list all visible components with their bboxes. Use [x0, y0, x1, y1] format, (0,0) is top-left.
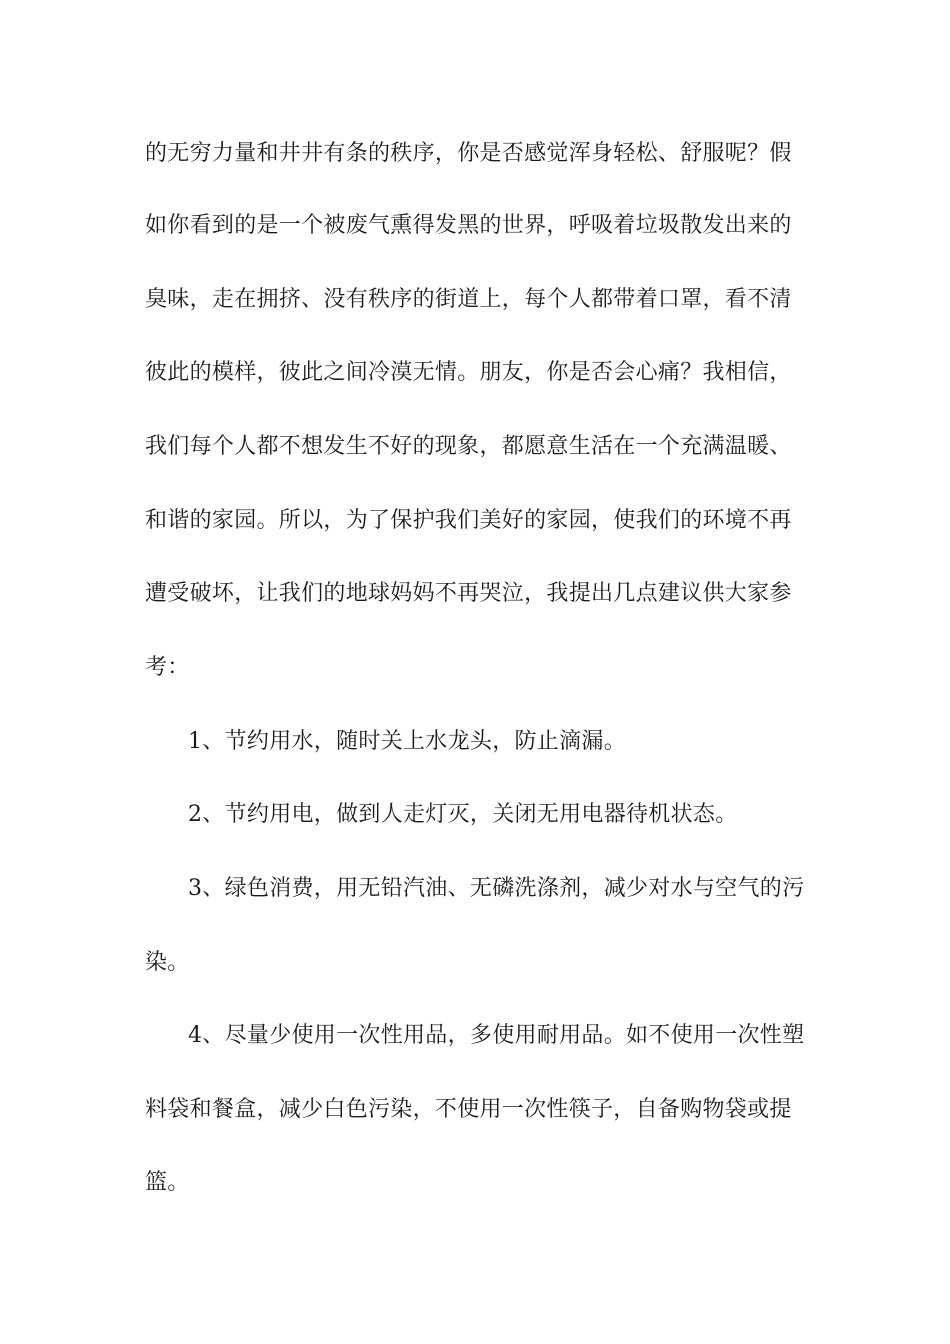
- list-item-3-continuation: 染。: [145, 950, 190, 975]
- list-item-4: 4、尽量少使用一次性用品，多使用耐用品。如不使用一次性塑: [188, 1023, 805, 1048]
- paragraph-line: 我们每个人都不想发生不好的现象，都愿意生活在一个充满温暖、: [145, 434, 792, 459]
- paragraph-line: 臭味，走在拥挤、没有秩序的街道上，每个人都带着口罩，看不清: [145, 287, 792, 312]
- list-item-4-continuation: 料袋和餐盒，减少白色污染，不使用一次性筷子，自备购物袋或提: [145, 1097, 792, 1122]
- list-item-3: 3、绿色消费，用无铅汽油、无磷洗涤剂，减少对水与空气的污: [188, 876, 805, 901]
- paragraph-line: 和谐的家园。所以，为了保护我们美好的家园，使我们的环境不再: [145, 508, 792, 533]
- list-item-2: 2、节约用电，做到人走灯灭，关闭无用电器待机状态。: [188, 802, 738, 827]
- list-item-4-continuation: 篮。: [145, 1170, 190, 1195]
- paragraph-line: 考：: [145, 655, 190, 680]
- paragraph-line: 如你看到的是一个被废气熏得发黑的世界，呼吸着垃圾散发出来的: [145, 213, 792, 238]
- paragraph-line: 彼此的模样，彼此之间冷漠无情。朋友，你是否会心痛？我相信，: [145, 360, 792, 385]
- paragraph-line: 的无穷力量和井井有条的秩序，你是否感觉浑身轻松、舒服呢？假: [145, 141, 792, 166]
- list-item-1: 1、节约用水，随时关上水龙头，防止滴漏。: [188, 729, 626, 754]
- paragraph-line: 遭受破坏，让我们的地球妈妈不再哭泣，我提出几点建议供大家参: [145, 581, 792, 606]
